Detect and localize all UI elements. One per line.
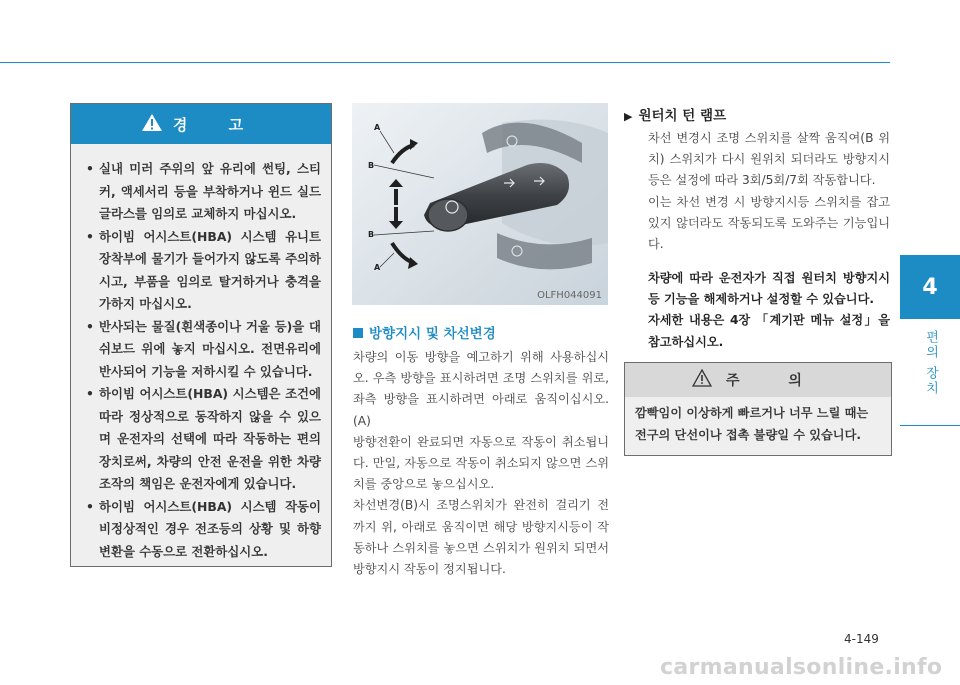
turn-signal-heading: 방향지시 및 차선변경 [353, 322, 496, 342]
warning-triangle-icon [141, 113, 163, 136]
caution-text: 깜빡임이 이상하게 빠르거나 너무 느릴 때는 전구의 단선이나 접촉 불량일 수 있습니다. [635, 406, 869, 442]
one-touch-body [648, 128, 890, 255]
figure-label-a: A [374, 263, 381, 272]
turn-signal-body [353, 347, 609, 580]
warning-item: • 반사되는 물질(흰색종이나 거울 등)을 대쉬보드 위에 놓지 마십시오. 전면유리에 반사되어 기능을 저하시킬 수 있습니다. [86, 316, 321, 384]
paragraph: 이는 차선 변경 시 방향지시등 스위치를 잡고 있지 않더라도 작동되도록 도와주는 기능입니다. [648, 194, 890, 252]
paragraph: 차량에 따라 운전자가 직접 원터치 방향지시등 기능을 해제하거나 설정할 수 있습니다. [648, 271, 890, 307]
warning-list [71, 144, 331, 563]
warning-item: • 실내 미러 주위의 앞 유리에 썬팅, 스티커, 액세서리 등을 부착하거나 윈드 실드 글라스를 임의로 교체하지 마십시오. [86, 158, 321, 226]
chapter-number: 4 [922, 274, 938, 300]
warning-item: • 하이빔 어시스트(HBA) 시스템 유니트 장착부에 물기가 들어가지 않도록 주의하시고, 부품을 임의로 탈거하거나 충격을 가하지 마십시오. [86, 226, 321, 316]
side-rule [900, 425, 960, 426]
figure-caption: OLFH044091 [537, 290, 602, 301]
paragraph: 자세한 내용은 4장 「계기판 메뉴 설정」을 참고하십시오. [648, 313, 890, 349]
paragraph: 차선변경(B)시 조명스위치가 완전히 걸리기 전까지 위, 아래로 움직이면 해당 방향지시등이 작동하나 스위치를 놓으면 스위치가 원위치 되면서 방향지시 작동이 정지됩니다. [353, 498, 609, 577]
caution-title: 주 의 [726, 373, 824, 389]
figure-label-b: B [368, 230, 375, 239]
square-bullet-icon [353, 328, 363, 338]
paragraph: 차선 변경시 조명 스위치를 살짝 움직여(B 위치) 스위치가 다시 원위치 되더라도 방향지시등은 설정에 따라 3회/5회/7회 작동합니다. [648, 131, 890, 188]
warning-box [70, 103, 332, 567]
figure-label-b: B [368, 161, 375, 170]
top-rule [0, 62, 890, 63]
chapter-label: 편의 장치 [923, 330, 938, 397]
warning-item: • 하이빔 어시스트(HBA) 시스템은 조건에 따라 정상적으로 동작하지 않을 수 있으며 운전자의 선택에 따라 작동하는 편의 장치로써, 차량의 안전 운전을 위한 차량 조작의 책임은 운전자에게 있습니다. [86, 383, 321, 496]
figure-label-a: A [374, 123, 381, 132]
warning-title: 경 고 [172, 115, 262, 134]
one-touch-note [648, 268, 890, 353]
watermark: carmanualsonline.info [660, 655, 943, 680]
page-number: 4-149 [844, 632, 879, 646]
one-touch-heading: ▶ 원터치 턴 램프 [624, 108, 727, 124]
paragraph: 방향전환이 완료되면 자동으로 작동이 취소됩니다. 만일, 자동으로 작동이 취소되지 않으면 스위치를 중앙으로 놓으십시오. [353, 434, 609, 492]
caution-box [624, 362, 892, 456]
caution-header [625, 363, 891, 397]
lever-illustration [352, 103, 608, 305]
turn-signal-lever-figure [352, 103, 608, 305]
warning-header [71, 104, 331, 144]
paragraph: 차량의 이동 방향을 예고하기 위해 사용하십시오. 우측 방향을 표시하려면 조명 스위치를 위로, 좌측 방향을 표시하려면 아래로 움직이십시오.(A) [353, 350, 609, 428]
warning-item: • 하이빔 어시스트(HBA) 시스템 작동이 비정상적인 경우 전조등의 상황 및 하향 변환을 수동으로 전환하십시오. [86, 496, 321, 564]
triangle-right-icon: ▶ [624, 110, 633, 123]
chapter-tab[interactable] [900, 255, 960, 319]
caution-triangle-icon [692, 369, 712, 391]
